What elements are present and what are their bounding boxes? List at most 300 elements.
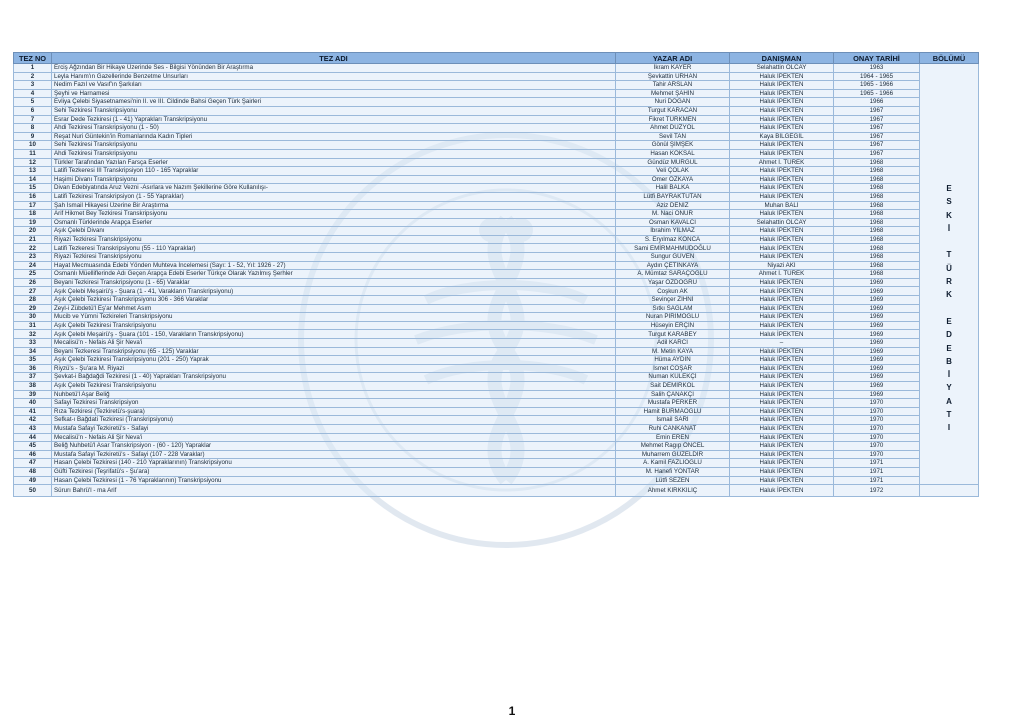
approval-date: 1969 xyxy=(834,373,920,382)
approval-date: 1971 xyxy=(834,467,920,476)
author-name: İbrahim YILMAZ xyxy=(616,227,730,236)
thesis-title: Aşık Çelebi Meşairü'ş - Şuara (1 - 41, Varakların Transkripsiyonu) xyxy=(52,287,616,296)
advisor-name: Haluk İPEKTEN xyxy=(730,459,834,468)
department-letter: R xyxy=(946,277,952,287)
author-name: İsmet COŞAR xyxy=(616,364,730,373)
approval-date: 1968 xyxy=(834,210,920,219)
author-name: Nuri DOĞAN xyxy=(616,98,730,107)
approval-date: 1968 xyxy=(834,167,920,176)
thesis-title: Aşık Çelebi Tezkiresi Transkripsiyonu 306 - 366 Varaklar xyxy=(52,296,616,305)
department-letter: E xyxy=(946,343,952,353)
thesis-title: Şevkat-i Bağdağdi Tezkiresi (1 - 40) Yaprakları Transkripsiyonu xyxy=(52,373,616,382)
thesis-title: Hasan Çelebi Tezkiresi (1 - 76 Yapraklarının) Transkripsiyonu xyxy=(52,476,616,485)
department-letter: D xyxy=(946,330,952,340)
row-number: 7 xyxy=(14,115,52,124)
author-name: Turgut KARACAN xyxy=(616,106,730,115)
thesis-title: Beyani Tezkeresi Transkripsiyonu (65 - 125) Varaklar xyxy=(52,347,616,356)
advisor-name: Kaya BİLGEGİL xyxy=(730,132,834,141)
author-name: Sungur GÜVEN xyxy=(616,253,730,262)
department-letter: E xyxy=(946,316,952,326)
advisor-name: Haluk İPEKTEN xyxy=(730,407,834,416)
advisor-name: Haluk İPEKTEN xyxy=(730,381,834,390)
thesis-title: Osmanlı Türklerinde Arapça Eserler xyxy=(52,218,616,227)
table-row xyxy=(14,218,979,227)
author-name: A. Kamil FAZLIOĞLU xyxy=(616,459,730,468)
author-name: Halil BALKA xyxy=(616,184,730,193)
row-number: 4 xyxy=(14,89,52,98)
advisor-name: Haluk İPEKTEN xyxy=(730,210,834,219)
author-name: Hüma AYDIN xyxy=(616,356,730,365)
approval-date: 1967 xyxy=(834,141,920,150)
approval-date: 1964 - 1965 xyxy=(834,72,920,81)
author-name: Lütfi SEZEN xyxy=(616,476,730,485)
row-number: 18 xyxy=(14,210,52,219)
advisor-name: Haluk İPEKTEN xyxy=(730,175,834,184)
advisor-name: – xyxy=(730,339,834,348)
table-row xyxy=(14,442,979,451)
advisor-name: Haluk İPEKTEN xyxy=(730,330,834,339)
advisor-name: Ahmet İ. TÜREK xyxy=(730,158,834,167)
approval-date: 1967 xyxy=(834,124,920,133)
table-body xyxy=(14,64,979,497)
approval-date: 1967 xyxy=(834,106,920,115)
advisor-name: Haluk İPEKTEN xyxy=(730,227,834,236)
author-name: M. Metin KAYA xyxy=(616,347,730,356)
thesis-title: Beyani Tezkiresi Transkripsiyonu (1 - 65) Varaklar xyxy=(52,278,616,287)
table-row xyxy=(14,390,979,399)
row-number: 5 xyxy=(14,98,52,107)
row-number: 33 xyxy=(14,339,52,348)
table-row xyxy=(14,364,979,373)
header-bolumu: BÖLÜMÜ xyxy=(920,53,979,64)
approval-date: 1970 xyxy=(834,407,920,416)
department-letter: Y xyxy=(946,383,952,393)
thesis-title: Aşık Çelebi Tezkiresi Transkripsiyonu xyxy=(52,321,616,330)
table-row xyxy=(14,450,979,459)
table-row xyxy=(14,167,979,176)
author-name: Yaşar ÖZDOĞRU xyxy=(616,278,730,287)
thesis-title: Divan Edebiyatında Aruz Vezni -Asırlara ve Nazım Şekillerine Göre Kullanılışı- xyxy=(52,184,616,193)
thesis-title: Ahdi Tezkiresi Transkripsiyonu (1 - 50) xyxy=(52,124,616,133)
table-row xyxy=(14,115,979,124)
row-number: 17 xyxy=(14,201,52,210)
row-number: 2 xyxy=(14,72,52,81)
row-number: 24 xyxy=(14,261,52,270)
author-name: A. Mümtaz SARAÇOĞLU xyxy=(616,270,730,279)
row-number: 43 xyxy=(14,424,52,433)
row-number: 20 xyxy=(14,227,52,236)
thesis-title: Evliya Çelebi Siyasetnamesi'nin II. ve III. Cildinde Bahsi Geçen Türk Şairleri xyxy=(52,98,616,107)
row-number: 23 xyxy=(14,253,52,262)
author-name: Coşkun AK xyxy=(616,287,730,296)
author-name: Aziz DENİZ xyxy=(616,201,730,210)
row-number: 19 xyxy=(14,218,52,227)
author-name: Salih ÇANAKÇI xyxy=(616,390,730,399)
page-number: 1 xyxy=(508,704,516,718)
thesis-title: Beliğ Nuhbetü'l Asar Transkripsiyon - (60 - 120) Yapraklar xyxy=(52,442,616,451)
row-number: 25 xyxy=(14,270,52,279)
thesis-title: Aşık Çelebi Divanı xyxy=(52,227,616,236)
department-letter: K xyxy=(946,290,952,300)
author-name: Turgut KARABEY xyxy=(616,330,730,339)
table-row xyxy=(14,270,979,279)
thesis-title: Esrar Dede Tezkiresi (1 - 41) Yaprakları Transkripsiyonu xyxy=(52,115,616,124)
table-row xyxy=(14,132,979,141)
author-name: Mehmet ŞAHİN xyxy=(616,89,730,98)
thesis-title: Mucib ve Yümni Tezkireleri Transkripsiyonu xyxy=(52,313,616,322)
table-row xyxy=(14,98,979,107)
row-number: 35 xyxy=(14,356,52,365)
thesis-title: Sehi Tezkiresi Transkripsiyonu xyxy=(52,106,616,115)
author-name: Gündüz MURGUL xyxy=(616,158,730,167)
author-name: Mustafa PERKER xyxy=(616,399,730,408)
approval-date: 1969 xyxy=(834,313,920,322)
thesis-title: Erciş Ağzından Bir Hikaye Üzerinde Ses - Bilgisi Yönünden Bir Araştırma xyxy=(52,64,616,73)
thesis-title: Nedim Fazıl ve Vasıf'ın Şarkıları xyxy=(52,81,616,90)
author-name: S. Eryılmaz KONCA xyxy=(616,235,730,244)
advisor-name: Haluk İPEKTEN xyxy=(730,485,834,497)
department-letter: K xyxy=(946,210,952,220)
table-row xyxy=(14,210,979,219)
author-name: Numan KÜLEKÇİ xyxy=(616,373,730,382)
thesis-title: Riyazi Tezkiresi Transkripsiyonu xyxy=(52,253,616,262)
table-row xyxy=(14,347,979,356)
advisor-name: Selahattin OLCAY xyxy=(730,218,834,227)
author-name: Adil KARCI xyxy=(616,339,730,348)
thesis-title: Haşimi Divanı Transkripsiyonu xyxy=(52,175,616,184)
author-name: İkram KAYER xyxy=(616,64,730,73)
advisor-name: Haluk İPEKTEN xyxy=(730,467,834,476)
approval-date: 1968 xyxy=(834,175,920,184)
approval-date: 1969 xyxy=(834,321,920,330)
approval-date: 1970 xyxy=(834,399,920,408)
department-letter: B xyxy=(946,356,952,366)
thesis-title: Rıza Tezkiresi (Tezkiretü's-şuara) xyxy=(52,407,616,416)
advisor-name: Haluk İPEKTEN xyxy=(730,141,834,150)
advisor-name: Haluk İPEKTEN xyxy=(730,373,834,382)
header-yazar-adi: YAZAR ADI xyxy=(616,53,730,64)
advisor-name: Haluk İPEKTEN xyxy=(730,476,834,485)
advisor-name: Haluk İPEKTEN xyxy=(730,442,834,451)
author-name: Fikret TÜRKMEN xyxy=(616,115,730,124)
row-number: 31 xyxy=(14,321,52,330)
row-number: 14 xyxy=(14,175,52,184)
advisor-name: Haluk İPEKTEN xyxy=(730,287,834,296)
approval-date: 1968 xyxy=(834,253,920,262)
row-number: 40 xyxy=(14,399,52,408)
approval-date: 1970 xyxy=(834,442,920,451)
table-row xyxy=(14,106,979,115)
table-row xyxy=(14,192,979,201)
department-letter: E xyxy=(946,184,952,193)
author-name: Ömer ÖZKAYA xyxy=(616,175,730,184)
table-row xyxy=(14,72,979,81)
table-row xyxy=(14,201,979,210)
table-row xyxy=(14,467,979,476)
department-letter: T xyxy=(946,410,952,420)
row-number: 8 xyxy=(14,124,52,133)
approval-date: 1968 xyxy=(834,192,920,201)
row-number: 21 xyxy=(14,235,52,244)
author-name: Lütfi BAYRAKTUTAN xyxy=(616,192,730,201)
approval-date: 1969 xyxy=(834,356,920,365)
approval-date: 1967 xyxy=(834,115,920,124)
row-number: 1 xyxy=(14,64,52,73)
approval-date: 1970 xyxy=(834,450,920,459)
approval-date: 1965 - 1966 xyxy=(834,81,920,90)
thesis-title: Osmanlı Müelliflerinde Adı Geçen Arapça Edebi Eserler Türkçe Olarak Yazılmış Şerhler xyxy=(52,270,616,279)
row-number: 22 xyxy=(14,244,52,253)
department-letter: İ xyxy=(947,370,951,380)
author-name: Sami EMİRMAHMUDOĞLU xyxy=(616,244,730,253)
author-name: Muharrem GÜZELDİR xyxy=(616,450,730,459)
approval-date: 1963 xyxy=(834,64,920,73)
table-row xyxy=(14,261,979,270)
approval-date: 1972 xyxy=(834,485,920,497)
author-name: M. Naci ONUR xyxy=(616,210,730,219)
row-number: 28 xyxy=(14,296,52,305)
table-row xyxy=(14,356,979,365)
approval-date: 1968 xyxy=(834,184,920,193)
advisor-name: Muhan BALİ xyxy=(730,201,834,210)
approval-date: 1969 xyxy=(834,347,920,356)
advisor-name: Haluk İPEKTEN xyxy=(730,115,834,124)
thesis-title: Türkler Tarafından Yazılan Farsça Eserler xyxy=(52,158,616,167)
advisor-name: Ahmet İ. TÜREK xyxy=(730,270,834,279)
author-name: Nuran PİRİMOĞLU xyxy=(616,313,730,322)
table-row xyxy=(14,244,979,253)
approval-date: 1971 xyxy=(834,476,920,485)
advisor-name: Haluk İPEKTEN xyxy=(730,450,834,459)
advisor-name: Haluk İPEKTEN xyxy=(730,390,834,399)
department-letter: I xyxy=(947,423,951,433)
advisor-name: Haluk İPEKTEN xyxy=(730,235,834,244)
advisor-name: Haluk İPEKTEN xyxy=(730,106,834,115)
table-row xyxy=(14,235,979,244)
thesis-title: Aşık Çelebi Meşairü'ş - Şuara (101 - 150, Varakların Transkripsiyonu) xyxy=(52,330,616,339)
approval-date: 1969 xyxy=(834,287,920,296)
author-name: Ahmet KIRKKILIÇ xyxy=(616,485,730,497)
row-number: 26 xyxy=(14,278,52,287)
thesis-title: Şah İsmail Hikayesi Üzerine Bir Araştırma xyxy=(52,201,616,210)
thesis-title: Reşat Nuri Güntekin'in Romanlarında Kadın Tipleri xyxy=(52,132,616,141)
approval-date: 1968 xyxy=(834,235,920,244)
advisor-name: Selahattin OLCAY xyxy=(730,64,834,73)
advisor-name: Haluk İPEKTEN xyxy=(730,304,834,313)
row-number: 29 xyxy=(14,304,52,313)
advisor-name: Haluk İPEKTEN xyxy=(730,433,834,442)
author-name: Veli ÇOLAK xyxy=(616,167,730,176)
thesis-title: Leyla Hanım'ın Gazellerinde Benzetme Unsurları xyxy=(52,72,616,81)
author-name: İsmail SARI xyxy=(616,416,730,425)
thesis-table xyxy=(13,52,979,497)
advisor-name: Haluk İPEKTEN xyxy=(730,167,834,176)
row-number: 6 xyxy=(14,106,52,115)
thesis-title: Güfti Tezkiresi (Teşrifatü's - Şu'ara) xyxy=(52,467,616,476)
department-letter: Ü xyxy=(946,263,952,273)
row-number: 42 xyxy=(14,416,52,425)
thesis-title: Mustafa Safayi Tezkiretü's - Safayi xyxy=(52,424,616,433)
table-row xyxy=(14,141,979,150)
advisor-name: Haluk İPEKTEN xyxy=(730,313,834,322)
thesis-title: Sehi Tezkiresi Transkripsiyonu xyxy=(52,141,616,150)
author-name: Tahir ARSLAN xyxy=(616,81,730,90)
thesis-title: Arif Hikmet Bey Tezkiresi Transkripsiyonu xyxy=(52,210,616,219)
table-row xyxy=(14,64,979,73)
thesis-title: Aşık Çelebi Tezkiresi Transkripsiyonu (201 - 250) Yaprak xyxy=(52,356,616,365)
advisor-name: Haluk İPEKTEN xyxy=(730,89,834,98)
thesis-title: Riyazi Tezkiresi Transkripsiyonu xyxy=(52,235,616,244)
row-number: 12 xyxy=(14,158,52,167)
author-name: Sevinçer ZİHNİ xyxy=(616,296,730,305)
advisor-name: Niyazi AKI xyxy=(730,261,834,270)
advisor-name: Haluk İPEKTEN xyxy=(730,192,834,201)
author-name: Şevkattin URHAN xyxy=(616,72,730,81)
thesis-title: Mecalisü'n - Nefais Ali Şir Neva'i xyxy=(52,433,616,442)
approval-date: 1969 xyxy=(834,330,920,339)
author-name: Aydın ÇETİNKAYA xyxy=(616,261,730,270)
approval-date: 1968 xyxy=(834,244,920,253)
author-name: Hüseyin ERÇİN xyxy=(616,321,730,330)
advisor-name: Haluk İPEKTEN xyxy=(730,278,834,287)
approval-date: 1971 xyxy=(834,459,920,468)
table-row xyxy=(14,227,979,236)
table-row xyxy=(14,416,979,425)
row-number: 46 xyxy=(14,450,52,459)
table-row xyxy=(14,424,979,433)
advisor-name: Haluk İPEKTEN xyxy=(730,81,834,90)
department-letter: A xyxy=(946,396,952,406)
table-row xyxy=(14,81,979,90)
author-name: Osman KAVALCI xyxy=(616,218,730,227)
advisor-name: Haluk İPEKTEN xyxy=(730,399,834,408)
row-number: 3 xyxy=(14,81,52,90)
department-cell xyxy=(920,64,979,485)
approval-date: 1966 xyxy=(834,98,920,107)
thesis-title: Riyzü's - Şu'ara M. Riyazi xyxy=(52,364,616,373)
advisor-name: Haluk İPEKTEN xyxy=(730,72,834,81)
row-number: 37 xyxy=(14,373,52,382)
table-header-row xyxy=(14,53,979,64)
table-row xyxy=(14,296,979,305)
row-number: 48 xyxy=(14,467,52,476)
table-row xyxy=(14,158,979,167)
approval-date: 1969 xyxy=(834,390,920,399)
approval-date: 1968 xyxy=(834,218,920,227)
approval-date: 1968 xyxy=(834,201,920,210)
advisor-name: Haluk İPEKTEN xyxy=(730,416,834,425)
author-name: Emin EREN xyxy=(616,433,730,442)
table-row xyxy=(14,339,979,348)
table-row xyxy=(14,313,979,322)
row-number: 27 xyxy=(14,287,52,296)
approval-date: 1968 xyxy=(834,270,920,279)
table-row xyxy=(14,304,979,313)
table-row xyxy=(14,175,979,184)
author-name: Mehmet Ragıp ÖNCEL xyxy=(616,442,730,451)
approval-date: 1969 xyxy=(834,381,920,390)
approval-date: 1970 xyxy=(834,433,920,442)
advisor-name: Haluk İPEKTEN xyxy=(730,149,834,158)
approval-date: 1969 xyxy=(834,364,920,373)
author-name: Sevil TAN xyxy=(616,132,730,141)
advisor-name: Haluk İPEKTEN xyxy=(730,424,834,433)
header-danisman: DANIŞMAN xyxy=(730,53,834,64)
author-name: Gönül ŞİMŞEK xyxy=(616,141,730,150)
header-tez-no: TEZ NO xyxy=(14,53,52,64)
approval-date: 1968 xyxy=(834,227,920,236)
table-row xyxy=(14,330,979,339)
table-row xyxy=(14,124,979,133)
thesis-title: Latifi Tezkeresi Transkripsiyonu (55 - 110 Yapraklar) xyxy=(52,244,616,253)
department-letter: S xyxy=(946,197,952,207)
header-tez-adi: TEZ ADI xyxy=(52,53,616,64)
department-letter: T xyxy=(946,250,952,260)
approval-date: 1969 xyxy=(834,296,920,305)
author-name: Sıtkı SAĞLAM xyxy=(616,304,730,313)
advisor-name: Haluk İPEKTEN xyxy=(730,347,834,356)
row-number: 47 xyxy=(14,459,52,468)
advisor-name: Haluk İPEKTEN xyxy=(730,296,834,305)
advisor-name: Haluk İPEKTEN xyxy=(730,244,834,253)
approval-date: 1969 xyxy=(834,278,920,287)
row-number: 38 xyxy=(14,381,52,390)
table-row xyxy=(14,149,979,158)
row-number: 13 xyxy=(14,167,52,176)
row-number: 16 xyxy=(14,192,52,201)
department-empty-cell xyxy=(920,485,979,497)
row-number: 34 xyxy=(14,347,52,356)
table-row xyxy=(14,433,979,442)
approval-date: 1970 xyxy=(834,416,920,425)
table-row xyxy=(14,253,979,262)
thesis-title: Latifi Tezkiresi Transkripsiyon (1 - 55 Yapraklar) xyxy=(52,192,616,201)
thesis-title: Nuhbetü'l Aşar Beliğ xyxy=(52,390,616,399)
advisor-name: Haluk İPEKTEN xyxy=(730,98,834,107)
approval-date: 1968 xyxy=(834,158,920,167)
row-number: 32 xyxy=(14,330,52,339)
approval-date: 1970 xyxy=(834,424,920,433)
thesis-title: Ahdi Tezkiresi Transkripsiyonu xyxy=(52,149,616,158)
author-name: Hamit BURMAOĞLU xyxy=(616,407,730,416)
table-row xyxy=(14,278,979,287)
row-number: 50 xyxy=(14,485,52,497)
author-name: Ruhi CANKANAT xyxy=(616,424,730,433)
table-row xyxy=(14,407,979,416)
row-number: 30 xyxy=(14,313,52,322)
thesis-title: Şeyhi ve Harnamesi xyxy=(52,89,616,98)
table-row xyxy=(14,287,979,296)
author-name: Ahmet DÜZYOL xyxy=(616,124,730,133)
table-row xyxy=(14,89,979,98)
thesis-title: Mecalisü'n - Nefais Ali Şir Neva'i xyxy=(52,339,616,348)
approval-date: 1967 xyxy=(834,132,920,141)
thesis-title: Sefkat-ı Bağdati Tezkiresi (Transkripsiyonu) xyxy=(52,416,616,425)
table-row xyxy=(14,399,979,408)
approval-date: 1965 - 1966 xyxy=(834,89,920,98)
advisor-name: Haluk İPEKTEN xyxy=(730,184,834,193)
table-row xyxy=(14,476,979,485)
table-row xyxy=(14,321,979,330)
advisor-name: Haluk İPEKTEN xyxy=(730,364,834,373)
table-row xyxy=(14,184,979,193)
approval-date: 1968 xyxy=(834,261,920,270)
row-number: 11 xyxy=(14,149,52,158)
thesis-title: Latifi Tezkeresi III Transkripsiyon 110 - 165 Yapraklar xyxy=(52,167,616,176)
advisor-name: Haluk İPEKTEN xyxy=(730,124,834,133)
approval-date: 1969 xyxy=(834,339,920,348)
department-letter: İ xyxy=(947,223,951,233)
